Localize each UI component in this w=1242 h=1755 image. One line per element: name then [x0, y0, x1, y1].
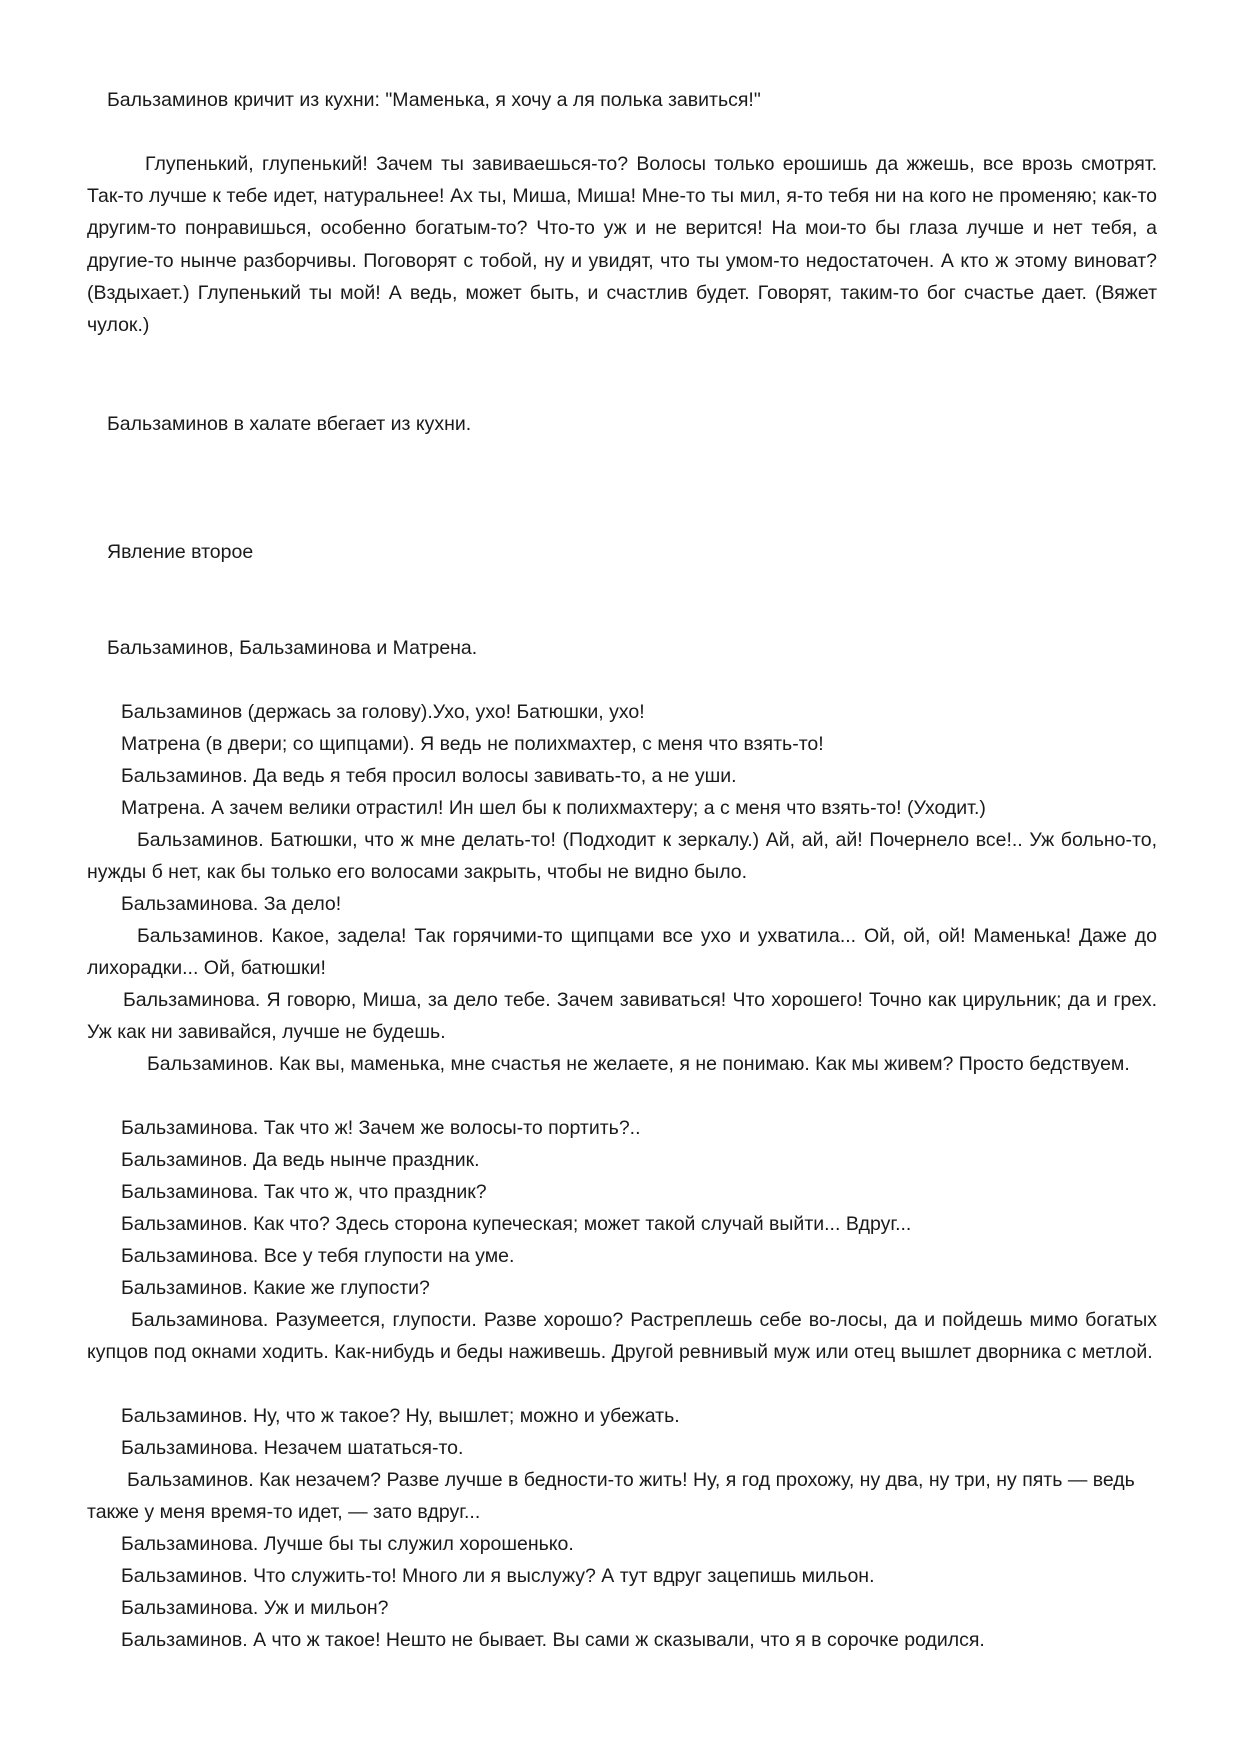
dialogue-line: Бальзаминов. Батюшки, что ж мне делать-то! (Подходит к зеркалу.) Ай, ай, ай! Почернело все!.. Уж больно-то, нужды б нет, как бы только его волосами закрыть, чтобы не видно было. — [87, 829, 1157, 884]
dialogue-line: Бальзаминов. Да ведь нынче праздник. — [121, 1149, 480, 1171]
dialogue-line: Бальзаминов. Ну, что ж такое? Ну, вышлет; можно и убежать. — [121, 1405, 680, 1427]
dialogue-line: Бальзаминова. Уж и мильон? — [121, 1597, 389, 1619]
dialogue-line: Бальзаминов. Как вы, маменька, мне счастья не желаете, я не понимаю. Как мы живем? Просто бедствуем. — [147, 1053, 1130, 1075]
dialogue-line: Бальзаминов. Как что? Здесь сторона купеческая; может такой случай выйти... Вдруг... — [121, 1213, 912, 1235]
dialogue-line: Матрена. А зачем велики отрастил! Ин шел бы к полихмахтеру; а с меня что взять-то! (Уходит.) — [121, 797, 986, 819]
stage-direction-robe: Бальзаминов в халате вбегает из кухни. — [107, 413, 472, 435]
dialogue-line: Бальзаминов. Какие же глупости? — [121, 1277, 430, 1299]
dialogue-line: Бальзаминова. Так что ж! Зачем же волосы-то портить?.. — [121, 1117, 641, 1139]
dialogue-line: Бальзаминова. За дело! — [121, 893, 342, 915]
scene-title: Явление второе — [107, 541, 254, 563]
dialogue-line: Бальзаминов. А что ж такое! Нешто не бывает. Вы сами ж сказывали, что я в сорочке родился. — [121, 1629, 985, 1651]
dialogue-line: Матрена (в двери; со щипцами). Я ведь не полихмахтер, с меня что взять-то! — [121, 733, 824, 755]
dialogue-line: Бальзаминов. Какое, задела! Так горячими-то щипцами все ухо и ухватила... Ой, ой, ой! Маменька! Даже до лихорадки... Ой, батюшки! — [87, 925, 1157, 980]
dialogue-line: Бальзаминова. Незачем шататься-то. — [121, 1437, 464, 1459]
stage-direction-kitchen: Бальзаминов кричит из кухни: "Маменька, я хочу а ля полька завиться!" — [107, 89, 761, 111]
dialogue-line: Бальзаминов (держась за голову).Ухо, ухо! Батюшки, ухо! — [121, 701, 645, 723]
dialogue-line: Бальзаминов. Да ведь я тебя просил волосы завивать-то, а не уши. — [121, 765, 737, 787]
dialogue-line: Бальзаминов. Как незачем? Разве лучше в бедности-то жить! Ну, я год прохожу, ну два, ну три, ну пять — ведь также у меня время-то идет, — зато вдруг... — [87, 1469, 1135, 1524]
dialogue-line: Бальзаминова. Все у тебя глупости на уме. — [121, 1245, 515, 1267]
scene-characters: Бальзаминов, Бальзаминова и Матрена. — [107, 637, 478, 659]
dialogue-line: Бальзаминова. Разумеется, глупости. Разве хорошо? Растреплешь себе во-лосы, да и пойдешь мимо богатых купцов под окнами ходить. Как-нибудь и беды наживешь. Другой ревнивый муж или отец вышлет дворника с метлой. — [87, 1309, 1157, 1364]
dialogue-line: Бальзаминова. Так что ж, что праздник? — [121, 1181, 487, 1203]
mother-monologue: Глупенький, глупенький! Зачем ты завиваешься-то? Волосы только ерошишь да жжешь, все врозь смотрят. Так-то лучше к тебе идет, натуральнее! Ах ты, Миша, Миша! Мне-то ты мил, я-то тебя ни на кого не променяю; как-то другим-то понравишься, особенно богатым-то? Что-то уж и не верится! На мои-то бы глаза лучше и нет тебя, а другие-то нынче разборчивы. Поговорят с тобой, ну и увидят, что ты умом-то недостаточен. А кто ж этому виноват? (Вздыхает.) Глупенький ты мой! А ведь, может быть, и счастлив будет. Говорят, таким-то бог счастье дает. (Вяжет чулок.) — [87, 153, 1157, 337]
dialogue-line: Бальзаминов. Что служить-то! Много ли я выслужу? А тут вдруг зацепишь мильон. — [121, 1565, 875, 1587]
dialogue-line: Бальзаминова. Лучше бы ты служил хорошенько. — [121, 1533, 574, 1555]
dialogue-line: Бальзаминова. Я говорю, Миша, за дело тебе. Зачем завиваться! Что хорошего! Точно как цирульник; да и грех. Уж как ни завивайся, лучше не будешь. — [87, 989, 1157, 1044]
